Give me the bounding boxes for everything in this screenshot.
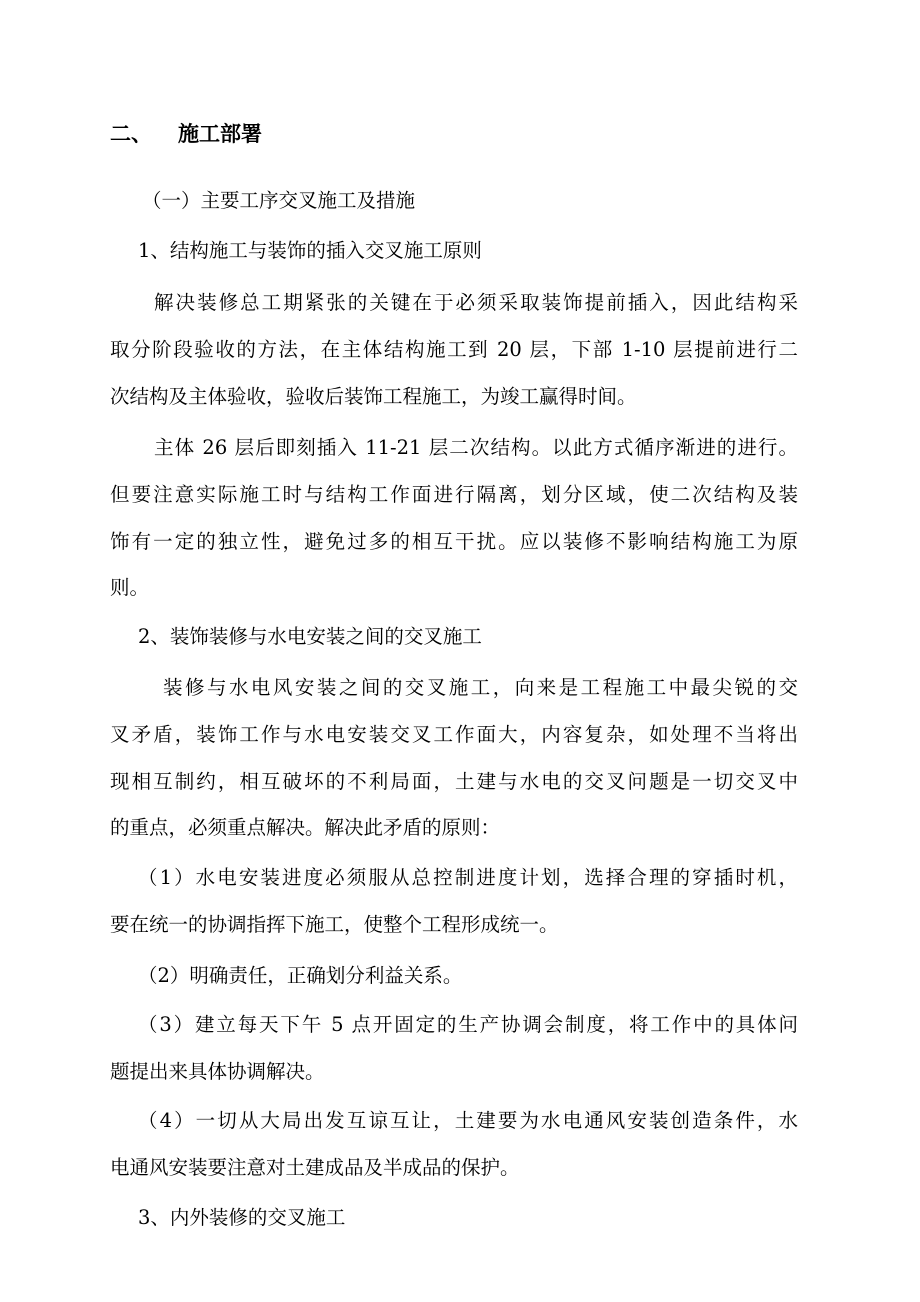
paragraph-line: 但要注意实际施工时与结构工作面进行隔离，划分区域，使二次结构及装 xyxy=(110,483,798,506)
item-title-3: 3、内外装修的交叉施工 xyxy=(138,1206,346,1229)
paragraph-line: 则。 xyxy=(110,576,150,599)
item-title-1: 1、结构施工与装饰的插入交叉施工原则 xyxy=(138,239,482,262)
section-number: 二、 xyxy=(110,122,152,146)
paragraph-line: 饰有一定的独立性，避免过多的相互干扰。应以装修不影响结构施工为原 xyxy=(110,530,798,553)
section-title: 施工部署 xyxy=(178,122,262,146)
paragraph-line: 要在统一的协调指挥下施工，使整个工程形成统一。 xyxy=(110,913,559,936)
paragraph-line: 次结构及主体验收，验收后装饰工程施工，为竣工赢得时间。 xyxy=(110,385,637,408)
section-heading xyxy=(110,118,262,150)
paragraph-line: 叉矛盾，装饰工作与水电安装交叉工作面大，内容复杂，如处理不当将出 xyxy=(110,723,798,746)
paragraph-line: 解决装修总工期紧张的关键在于必须采取装饰提前插入，因此结构采 xyxy=(154,291,798,314)
paragraph-line: 装修与水电风安装之间的交叉施工，向来是工程施工中最尖锐的交 xyxy=(163,676,798,699)
paragraph-line: 电通风安装要注意对土建成品及半成品的保护。 xyxy=(110,1156,520,1179)
list-item-1: （1）水电安装进度必须服从总控制进度计划，选择合理的穿插时机， xyxy=(138,866,798,889)
list-item-3: （3）建立每天下午 5 点开固定的生产协调会制度，将工作中的具体问 xyxy=(138,1013,798,1036)
list-item-2: （2）明确责任，正确划分利益关系。 xyxy=(138,964,463,987)
paragraph-line: 题提出来具体协调解决。 xyxy=(110,1060,325,1083)
paragraph-line: 主体 26 层后即刻插入 11-21 层二次结构。以此方式循序渐进的进行。 xyxy=(154,436,798,459)
item-title-2: 2、装饰装修与水电安装之间的交叉施工 xyxy=(138,625,482,648)
paragraph-line: 现相互制约，相互破坏的不利局面，土建与水电的交叉问题是一切交叉中 xyxy=(110,770,798,793)
paragraph-line: 取分阶段验收的方法，在主体结构施工到 20 层，下部 1-10 层提前进行二 xyxy=(110,338,798,361)
subsection-title: （一）主要工序交叉施工及措施 xyxy=(142,189,416,212)
paragraph-line: 的重点，必须重点解决。解决此矛盾的原则： xyxy=(110,816,501,839)
list-item-4: （4）一切从大局出发互谅互让，土建要为水电通风安装创造条件，水 xyxy=(138,1109,798,1132)
